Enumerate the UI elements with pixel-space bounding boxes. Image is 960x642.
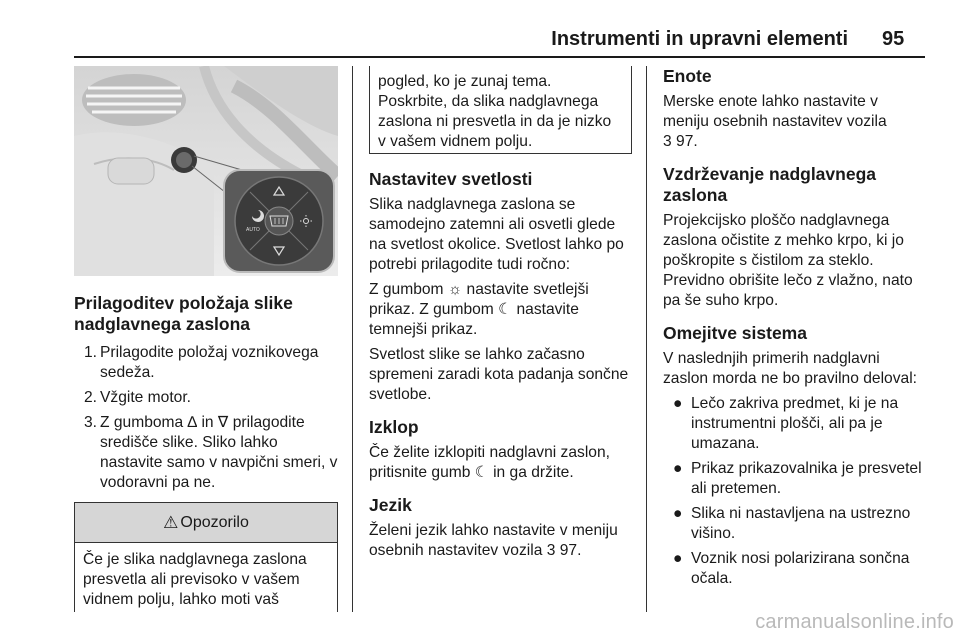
- bullet-icon: ●: [673, 505, 683, 522]
- section-heading: Izklop: [369, 417, 419, 437]
- up-triangle-icon: ∆: [187, 414, 198, 431]
- section-heading: Enote: [663, 66, 712, 86]
- limitations-list: [663, 394, 925, 589]
- column-3: [663, 66, 925, 594]
- list-item: 2. Vžgite motor.: [84, 389, 192, 406]
- header-divider: [74, 56, 925, 58]
- page-reference-icon[interactable]: 3: [663, 133, 672, 150]
- section-maintenance: [663, 164, 925, 311]
- warning-box: [74, 502, 338, 612]
- paragraph: Slika nadglavnega zaslona se samodejno zatemni ali osvetli glede na svetlost okolice. Svetlost lahko po potrebi prilagodite tudi ročno:: [369, 196, 624, 273]
- warning-box-continued: pogled, ko je zunaj tema. Poskrbite, da slika nadglavnega zaslona ni presvetla in da je nizko v vašem vidnem polju.: [369, 66, 632, 154]
- hud-control-figure: [74, 66, 338, 276]
- bullet-icon: ●: [673, 395, 683, 412]
- page-header: [0, 0, 960, 56]
- column-divider-2: [646, 66, 647, 612]
- watermark: carmanualsonline.info: [755, 611, 954, 633]
- paragraph: Merske enote lahko nastavite v meniju osebnih nastavitev vozila 3 97.: [663, 93, 887, 150]
- warning-text: Če je slika nadglavnega zaslona presvetla ali previsoko v vašem vidnem polju, lahko moti vaš: [83, 551, 307, 608]
- column-1: [74, 66, 338, 612]
- moon-icon: ☾: [498, 301, 513, 318]
- section-limitations: [663, 323, 925, 589]
- list-item: 1. Prilagodite položaj voznikovega sedeža.: [84, 344, 319, 381]
- section-brightness: [369, 169, 632, 405]
- section-units: [663, 66, 925, 152]
- section-off: [369, 417, 632, 483]
- section-heading-image-position: Prilagoditev položaja slike nadglavnega zaslona: [74, 293, 293, 334]
- column-divider-1: [352, 66, 353, 612]
- column-2: [369, 66, 632, 561]
- list-item: ● Voznik nosi polarizirana sončna očala.: [673, 550, 910, 587]
- paragraph: Svetlost slike se lahko začasno spremeni zaradi kota padanja sončne svetlobe.: [369, 346, 629, 403]
- bullet-icon: ●: [673, 550, 683, 567]
- list-item: 3. Z gumboma ∆ in ∇ prilagodite središče slike. Sliko lahko nastavite samo v navpični smeri, v vodoravni pa ne.: [84, 414, 338, 491]
- paragraph: Z gumbom ☼ nastavite svetlejši prikaz. Z gumbom ☾ nastavite temnejši prikaz.: [369, 281, 589, 338]
- paragraph: Projekcijsko ploščo nadglavnega zaslona očistite z mehko krpo, ki jo poškropite s čistilom za steklo. Previdno obrišite lečo z vlažno, nato pa še suho krpo.: [663, 212, 913, 309]
- list-item: ● Slika ni nastavljena na ustrezno višino.: [673, 505, 911, 542]
- paragraph: Če želite izklopiti nadglavni zaslon, pritisnite gumb ☾ in ga držite.: [369, 444, 610, 481]
- sun-icon: ☼: [447, 281, 463, 298]
- section-language: [369, 495, 632, 561]
- down-triangle-icon: ∇: [217, 414, 229, 431]
- air-vent-icon: [82, 74, 186, 126]
- page-title: Instrumenti in upravni elementi: [551, 28, 848, 50]
- warning-icon: ⚠: [163, 512, 179, 532]
- page-reference-icon[interactable]: 3: [546, 542, 556, 559]
- steps-list: [74, 343, 338, 493]
- section-heading: Vzdrževanje nadglavnega zaslona: [663, 164, 876, 205]
- section-heading: Omejitve sistema: [663, 323, 807, 343]
- section-heading: Jezik: [369, 495, 412, 515]
- paragraph: Želeni jezik lahko nastavite v meniju osebnih nastavitev vozila 3 97.: [369, 522, 618, 559]
- section-heading: Nastavitev svetlosti: [369, 169, 533, 189]
- paragraph: V naslednjih primerih nadglavni zaslon morda ne bo pravilno deloval:: [663, 350, 917, 387]
- moon-icon: ☾: [474, 464, 489, 481]
- warning-header: [75, 503, 337, 543]
- bullet-icon: ●: [673, 460, 683, 477]
- page-number: 95: [882, 28, 905, 50]
- hud-control-illustration: [74, 66, 338, 276]
- list-item: ● Prikaz prikazovalnika je presvetel ali pretemen.: [673, 460, 922, 497]
- auto-label: AUTO: [246, 227, 260, 233]
- list-item: ● Lečo zakriva predmet, ki je na instrumentni plošči, ali pa je umazana.: [673, 395, 899, 452]
- warning-title: Opozorilo: [180, 513, 249, 531]
